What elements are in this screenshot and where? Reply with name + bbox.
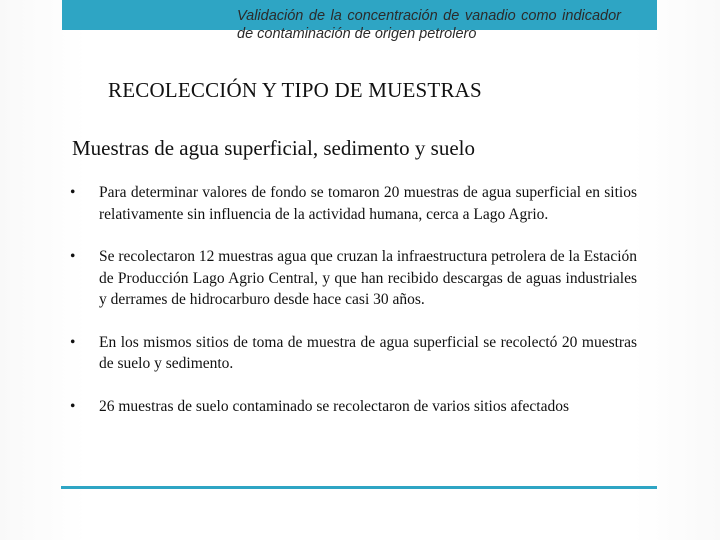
bullet-text: En los mismos sitios de toma de muestra de agua superficial se recolectó 20 muestras de suelo y sedimento.: [99, 333, 637, 372]
bullet-text: Para determinar valores de fondo se tomaron 20 muestras de agua superficial en sitios relativamente sin influencia de la actividad humana, cerca a Lago Agrio.: [99, 184, 637, 223]
header-caption: Validación de la concentración de vanadio como indicador de contaminación de origen petrolero: [237, 8, 621, 42]
bullet-icon: •: [70, 397, 76, 415]
bullet-text: 26 muestras de suelo contaminado se recolectaron de varios sitios afectados: [99, 397, 570, 415]
bullet-item: [60, 182, 637, 225]
bullet-item: [60, 396, 637, 418]
bullet-icon: •: [70, 184, 76, 201]
bullet-item: [60, 332, 637, 375]
bullet-text: Se recolectaron 12 muestras agua que cruzan la infraestructura petrolera de la Estación de Producción Lago Agrio Central, y que han recibido descargas de aguas industriales y derrames de hidrocarburo desde hace casi 30 años.: [99, 248, 637, 308]
bullet-icon: •: [70, 248, 76, 265]
bullet-icon: •: [70, 333, 76, 351]
slide-subtitle: Muestras de agua superficial, sedimento y suelo: [72, 136, 475, 160]
bullet-list: [60, 182, 637, 417]
bullet-item: [60, 246, 637, 311]
slide-title: RECOLECCIÓN Y TIPO DE MUESTRAS: [108, 78, 482, 102]
bottom-divider: [61, 486, 657, 489]
